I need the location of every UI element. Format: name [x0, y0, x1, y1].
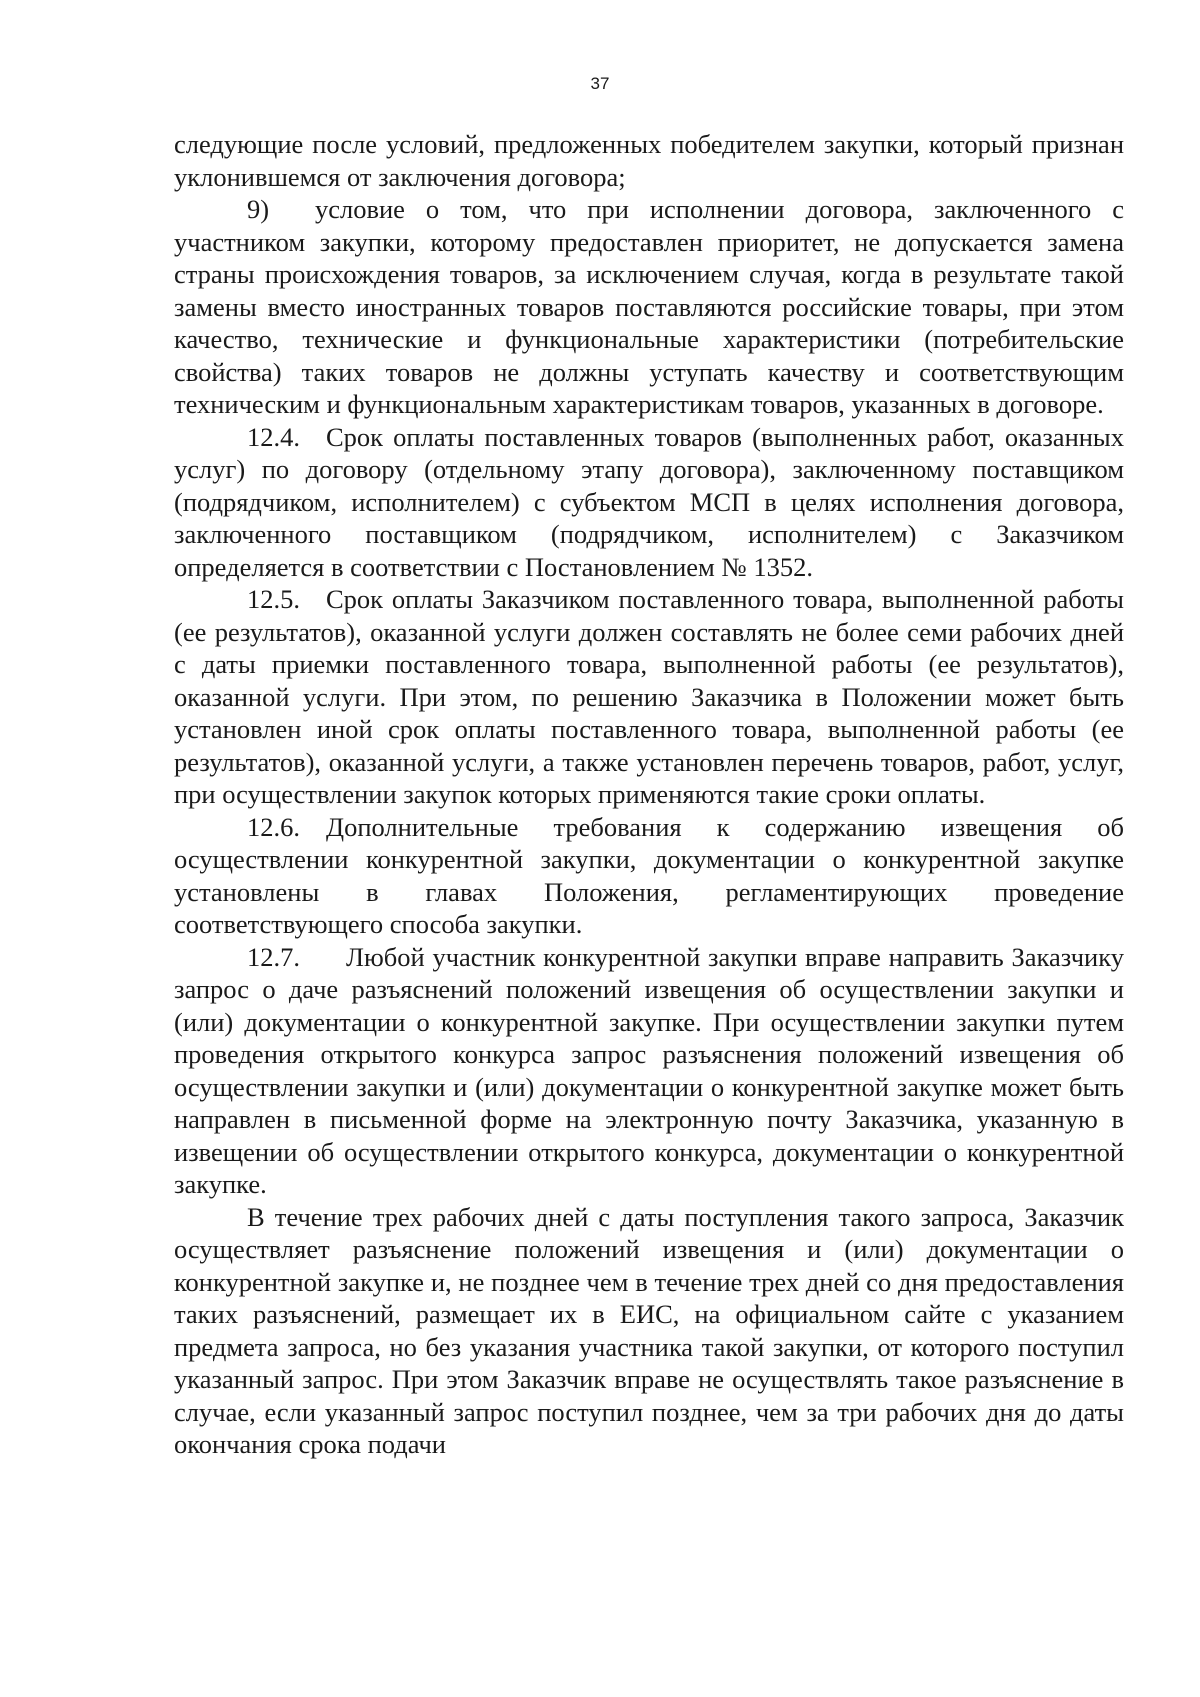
clause-number: 12.4. — [247, 421, 300, 452]
paragraph-text: следующие после условий, предложенных победителем закупки, который признан уклонившемся от заключения договора; — [174, 129, 1124, 192]
paragraph-continuation — [174, 128, 1124, 193]
paragraph-clause-12-4 — [174, 421, 1124, 584]
paragraph-clause-12-7-continuation — [174, 1201, 1124, 1461]
paragraph-text: условие о том, что при исполнении договора, заключенного с участником закупки, которому предоставлен приоритет, не допускается замена страны происхождения товаров, за исключением случая, когда в результате такой замены вместо иностранных товаров поставляются российские товары, при этом качество, технические и функциональные характеристики (потребительские свойства) таких товаров не должны уступать качеству и соответствующим техническим и функциональным характеристикам товаров, указанных в договоре. — [174, 194, 1124, 419]
paragraph-text: Срок оплаты Заказчиком поставленного товара, выполненной работы (ее результатов), оказанной услуги должен составлять не более семи рабочих дней с даты приемки поставленного товара, выполненной работы (ее результатов), оказанной услуги. При этом, по решению Заказчика в Положении может быть установлен иной срок оплаты поставленного товара, выполненной работы (ее результатов), оказанной услуги, а также установлен перечень товаров, работ, услуг, при осуществлении закупок которых применяются такие сроки оплаты. — [174, 584, 1124, 809]
paragraph-clause-12-7 — [174, 941, 1124, 1201]
paragraph-text: В течение трех рабочих дней с даты поступления такого запроса, Заказчик осуществляет разъяснение положений извещения и (или) документации о конкурентной закупке и, не позднее чем в течение трех дней со дня предоставления таких разъяснений, размещает их в ЕИС, на официальном сайте с указанием предмета запроса, но без указания участника такой закупки, от которого поступил указанный запрос. При этом Заказчик вправе не осуществлять такое разъяснение в случае, если указанный запрос поступил позднее, чем за три рабочих дня до даты окончания срока подачи — [174, 1201, 1124, 1459]
paragraph-text: Любой участник конкурентной закупки вправе направить Заказчику запрос о даче разъяснений положений извещения об осуществлении закупки и (или) документации о конкурентной закупке. При осуществлении закупки путем проведения открытого конкурса запрос разъяснения положений извещения об осуществлении закупки и (или) документации о конкурентной закупке может быть направлен в письменной форме на электронную почту Заказчика, указанную в извещении об осуществлении открытого конкурса, документации о конкурентной закупке. — [174, 941, 1124, 1199]
item-number: 9) — [247, 194, 270, 224]
document-body — [174, 128, 1124, 1461]
paragraph-text: Срок оплаты поставленных товаров (выполненных работ, оказанных услуг) по договору (отдельному этапу договора), заключенному поставщиком (подрядчиком, исполнителем) с субъектом МСП в целях исполнения договора, заключенного поставщиком (подрядчиком, исполнителем) с Заказчиком определяется в соответствии с Постановлением № 1352. — [174, 421, 1124, 582]
clause-number: 12.7. — [247, 941, 300, 972]
page-number: 37 — [590, 74, 610, 93]
clause-number: 12.6. — [247, 811, 300, 842]
paragraph-clause-12-6 — [174, 811, 1124, 941]
clause-number: 12.5. — [247, 584, 300, 614]
paragraph-text: Дополнительные требования к содержанию извещения об осуществлении конкурентной закупки, документации о конкурентной закупке установлены в главах Положения, регламентирующих проведение соответствующего способа закупки. — [174, 811, 1124, 939]
paragraph-clause-12-5 — [174, 583, 1124, 811]
paragraph-item-9 — [174, 193, 1124, 421]
